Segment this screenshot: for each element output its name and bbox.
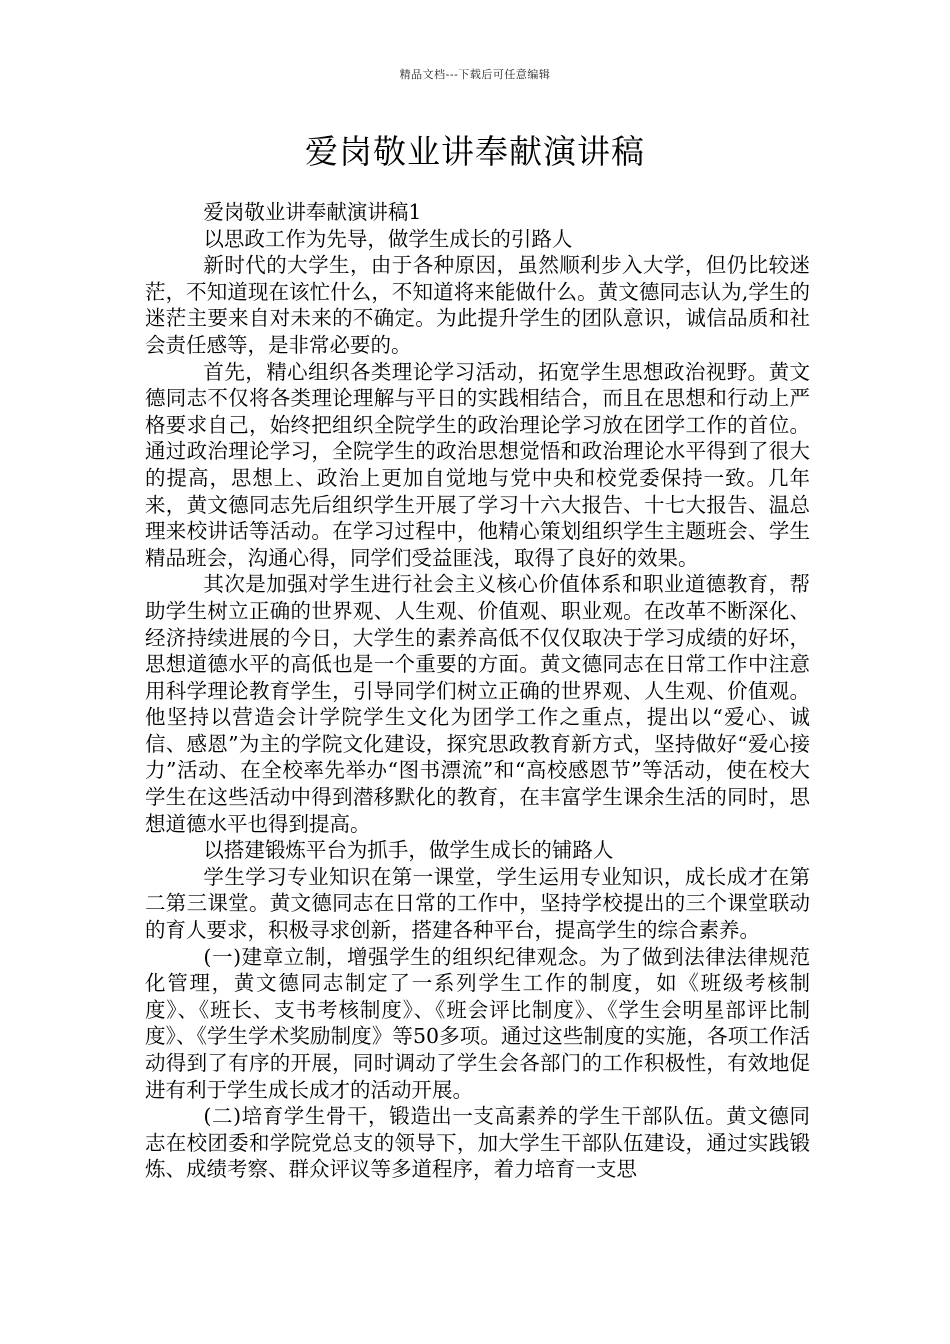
body-paragraph: 其次是加强对学生进行社会主义核心价值体系和职业道德教育，帮助学生树立正确的世界观、人生观、价值观、职业观。在改革不断深化、经济持续进展的今日，大学生的素养高低不仅仅取决于学习成绩的好坏，思想道德水平的高低也是一个重要的方面。黄文德同志在日常工作中注意用科学理论教育学生，引导同学们树立正确的世界观、人生观、价值观。他坚持以营造会计学院学生文化为团学工作之重点，提出以“爱心、诚信、感恩”为主的学院文化建设，探究思政教育新方式，坚持做好“爱心接力”活动、在全校率先举办“图书漂流”和“高校感恩节”等活动，使在校大学生在这些活动中得到潜移默化的教育，在丰富学生课余生活的同时，思想道德水平也得到提高。: [145, 572, 810, 836]
section-heading-2: 以搭建锻炼平台为抓手，做学生成长的铺路人: [203, 838, 614, 863]
section-heading-1: 以思政工作为先导，做学生成长的引路人: [203, 226, 573, 251]
header-note: 精品文档---下载后可任意编辑: [399, 68, 551, 81]
subtitle-paragraph: 爱岗敬业讲奉献演讲稿1: [203, 200, 422, 224]
body-paragraph: 首先，精心组织各类理论学习活动，拓宽学生思想政治视野。黄文德同志不仅将各类理论理解与平日的实践相结合，而且在思想和行动上严格要求自己，始终把组织全院学生的政治理论学习放在团学工作的首位。通过政治理论学习，全院学生的政治思想觉悟和政治理论水平得到了很大的提高，思想上、政治上更加自觉地与党中央和校党委保持一致。几年来，黄文德同志先后组织学生开展了学习十六大报告、十七大报告、温总理来校讲话等活动。在学习过程中，他精心策划组织学生主题班会、学生精品班会，沟通心得，同学们受益匪浅，取得了良好的效果。: [145, 359, 810, 570]
document-body: [145, 199, 810, 1183]
body-paragraph: 新时代的大学生，由于各种原因，虽然顺利步入大学，但仍比较迷茫，不知道现在该忙什么，不知道将来能做什么。黄文德同志认为,学生的迷茫主要来自对未来的不确定。为此提升学生的团队意识，诚信品质和社会责任感等，是非常必要的。: [145, 253, 810, 357]
body-paragraph: 学生学习专业知识在第一课堂，学生运用专业知识，成长成才在第二第三课堂。黄文德同志在日常的工作中，坚持学校提出的三个课堂联动的育人要求，积极寻求创新，搭建各种平台，提高学生的综合素养。: [145, 864, 810, 943]
document-title: 爱岗敬业讲奉献演讲稿: [305, 132, 645, 171]
body-paragraph: (一)建章立制，增强学生的组织纪律观念。为了做到法律法律规范化管理，黄文德同志制定了一系列学生工作的制度，如《班级考核制度》、《班长、支书考核制度》、《班会评比制度》、《学生会明星部评比制度》、《学生学术奖励制度》等50多项。通过这些制度的实施，各项工作活动得到了有序的开展，同时调动了学生会各部门的工作积极性，有效地促进有利于学生成长成才的活动开展。: [145, 944, 810, 1102]
body-paragraph: (二)培育学生骨干，锻造出一支高素养的学生干部队伍。黄文德同志在校团委和学院党总支的领导下，加大学生干部队伍建设，通过实践锻炼、成绩考察、群众评议等多道程序，着力培育一支思: [145, 1104, 810, 1182]
